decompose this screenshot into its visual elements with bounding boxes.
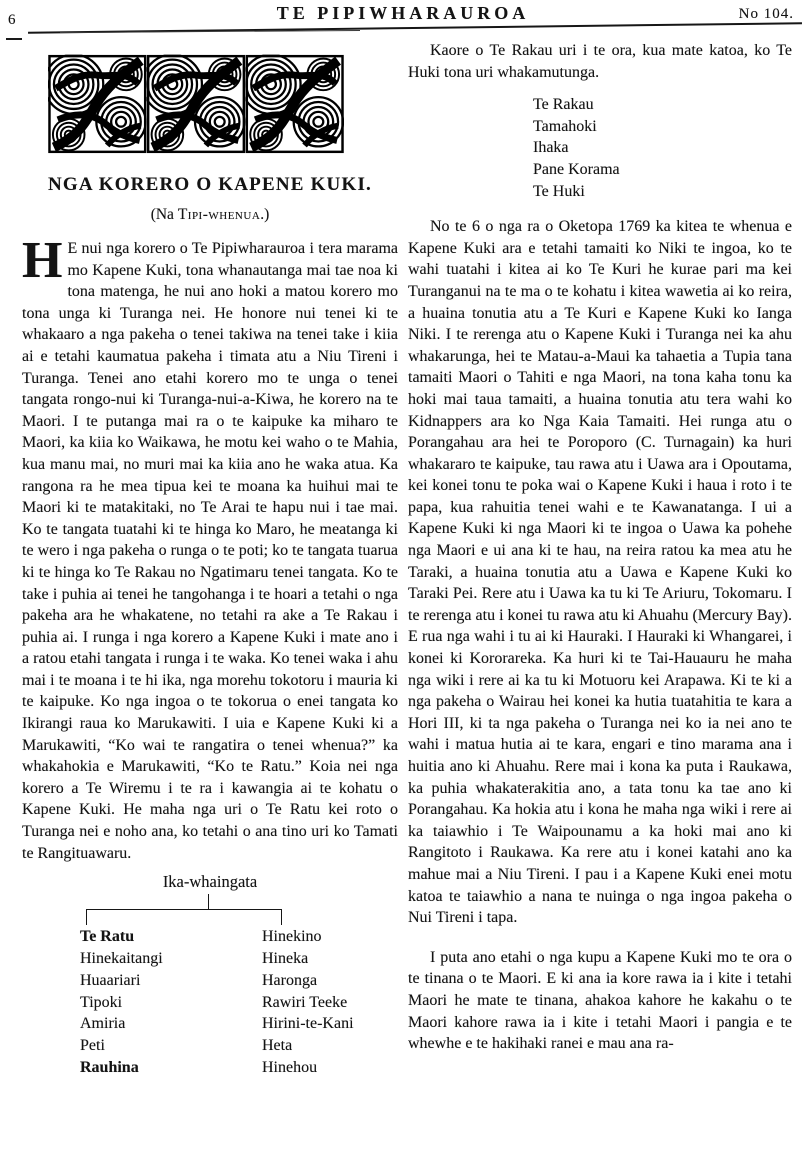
drop-cap: H: [22, 232, 63, 289]
page-number: 6: [8, 12, 16, 28]
byline: [22, 206, 398, 224]
descendant-name: Te Huki: [533, 182, 585, 200]
descendant-name: Ihaka: [533, 139, 569, 157]
whakapapa-name: Amiria: [80, 1015, 126, 1033]
descendant-list: [533, 94, 792, 202]
whakapapa-name: Heta: [262, 1037, 293, 1055]
tree-left-branch-line: [86, 909, 87, 925]
byline-suffix: .): [260, 206, 270, 223]
whakapapa-right-line: [262, 926, 354, 1079]
left-column: [22, 42, 398, 1079]
whakapapa-tree: [22, 872, 398, 1079]
whakapapa-name: Hinehou: [262, 1059, 318, 1076]
paragraph-text: E nui nga korero o Te Pipiwharauroa i tera marama mo Kapene Kuki, tona whanautanga mai tae noa ki tona matenga, he nui ano hoki a matou korero mo tona unga ki Turanga nei. He honore nui tenei ki te whakaaro a nga pakeha o tenei takiwa na tenei take i kiia ai e tetahi kaumatua pakeha i timata atu a Niu Tireni i Turanga. Tenei ano etahi korero mo te unga o tenei tangata rongo-nui ki Turanga-nui-a-Kiwa, he korero na te Maori. I te putanga mai ra o te kaipuke ka miharo te Maori, ka kiia ko Waikawa, he motu kei waho o te Mahia, kua manu mai, no muri mai ka kiia ano he waka atua. Ka rangona ra he mea tipua kei te moana ka huihui mai te Maori ki te matakitaki, no Te Arai te hapu nui i tae mai. Ko te tangata tuatahi ki te hinga ko Maro, he meatanga ki te wero i nga pakeha o runga o te poti; ko te tangata tuarua ki te hinga ko Te Rakau no Ngatimaru tenei tangata. Ko te take i puhia ai tenei he tangohanga i te hoari a tetahi o nga pakeha ara he whakatene, no tetahi ra ake a Te Rakau i puhia ai. I runga i nga korero a Kapene Kuki i mate ano i a ratou etahi tangata i runga i te waka. Ko tenei waka i ahu mai i te moana i te hi ika, nga morehu tokotoru i mauria ki te kaipuke. Ko nga ingoa o te tokorua o enei tangata ko Ikirangi raua ko Marukawiti. I uia e Kapene Kuki ki a Marukawiti, “Ko wai te rangatira o tenei whenua?” ka whakahokia e Marukawiti, “Ko te Ratu.” Koia nei nga korero a Te Wiremu i te ra i kawangia ai te kohatu o Kapene Kuki. He maha nga uri o Te Ratu kei roto o Turanga nei e noho ana, ko tetahi o ana tino uri ko Tamati te Rangituawaru.: [22, 240, 398, 862]
whakapapa-name: Hinekino: [262, 928, 322, 946]
whakapapa-name: Rawiri Teeke: [262, 993, 348, 1011]
whakapapa-name: Hinekaitangi: [80, 950, 163, 968]
margin-dash: [6, 38, 22, 40]
descendant-name: Pane Korama: [533, 160, 620, 178]
ancestor-name: Ika-whaingata: [162, 872, 258, 892]
tree-horizontal-line: [86, 909, 282, 910]
masthead: TE PIPIWHARAUROA: [276, 3, 530, 23]
whakapapa-name: Hineka: [262, 950, 309, 968]
whakapapa-name: Rauhina: [80, 1059, 139, 1076]
whakapapa-name: Te Ratu: [80, 928, 135, 946]
byline-prefix: (Na: [150, 206, 178, 223]
knotwork-ornament: [48, 54, 344, 154]
whakapapa-left-line: [80, 926, 238, 1079]
whakapapa-name: Tipoki: [80, 993, 123, 1011]
whakapapa-name: Hirini-te-Kani: [262, 1015, 354, 1033]
right-column: [408, 40, 792, 1055]
whakapapa-name: Peti: [80, 1037, 105, 1055]
paragraph: No te 6 o nga ra o Oketopa 1769 ka kitea te whenua e Kapene Kuki ara e tetahi tamaiti ko Niki te ingoa, ko te wahi tuatahi i kitea ai ko Te Kuri he kurae pari ma kei Turanganui na te ma o te kohatu i kitea wawetia ai ko reira, a huaina tonutia atu a Te Kuri e Kapene Kuki ko Ianga Niki. I te rerenga atu o Kapene Kuki i Turanga nei ka ahu whakarunga, hei te Matau-a-Maui ka tahaetia a Tupia tana tamaiti Maori o Tahiti e nga Maori, na tona kaha tonu ka hoki mai taua tamaiti, a huaina tonutia atu tera wahi ko Kidnappers ara ko Nga Kaia Tamaiti. Hei runga atu o Porangahau ara hei te Poroporo (C. Turnagain) ka huri whakararo te kaipuke, tau rawa atu i Uawa ara i Opoutama, kei konei tonu te poka wai o Kapene Kuki i haua i roto i te papa, kua rahuitia tenei wahi e te Kawanatanga. I ui a Kapene Kuki ki nga Maori ki te ingoa o Uawa ka pohehe nga Maori e ui ana ki te hau, na reira ratou ka mea atu he Taraki, a huaina tonutia atu a Uawa e Kapene Kuki ko Taraki Pei. Rere atu i Uawa ka tu ki Te Ariuru, Tokomaru. I te rerenga atu i konei tu rawa atu ki Ahuahu (Mercury Bay). E rua nga wahi i tu ai ki Hauraki. I Hauraki ki Whangarei, i konei ki Kororareka. Ka huri ki te Tai-Hauauru he maha nga wiki i rere ai ka tu ki Motuoru kei Arapawa. Ki te ki a nga pakeha o Wairau hei konei ka hutia tuatahitia te kara a Hori III, ki ta nga pakeha o Turanga nei ko ia nei ano te wahi i matua hutia ai te kara, engari e tino marama ana i huitia ano ki Ahuahu. Rere mai i kona ka puta i Raukawa, ka puhia whakaterakitia ano, a tata tonu ka tae ano ki Porangahau. Ka hokia atu i kona he maha nga wiki i rere ai ka taiawhio i Te Waipounamu a ka hoki mai ano ki Rangitoto i Raukawa. Ka rere atu i konei katahi ano ka mahue mai a Niu Tireni. I pau i a Kapene Kuki enei motu katoa te taiawhio a nana te nuinga o nga ingoa pakeha o Nui Tireni i tapa.: [408, 218, 792, 927]
paragraph: I puta ano etahi o nga kupu a Kapene Kuki mo te ora o te tinana o te Maori. E ki ana ia kore rawa ia i kite i tetahi Maori he mate te tinana, ahakoa kahore he kakahu o te Maori kahore rawa ia i kite i tetahi Maori i pangia e te whewhe e te hakihaki ranei e mau ana ra-: [408, 948, 792, 1053]
descendant-name: Te Rakau: [533, 96, 594, 114]
whakapapa-name: Huaariari: [80, 971, 141, 989]
tree-connector-lines: [22, 892, 398, 926]
byline-author: Tipi-whenua: [177, 206, 261, 223]
whakapapa-name: Haronga: [262, 971, 318, 989]
paragraph: Kaore o Te Rakau uri i te ora, kua mate katoa, ko Te Huki tona uri whakamutunga.: [408, 42, 792, 81]
tree-stem-line: [208, 894, 209, 909]
article-paragraph: [22, 232, 398, 864]
article-headline: NGA KORERO O KAPENE KUKI.: [48, 174, 372, 195]
tree-right-branch-line: [281, 909, 282, 925]
issue-number: No 104.: [738, 6, 794, 22]
descendant-name: Tamahoki: [533, 117, 597, 135]
